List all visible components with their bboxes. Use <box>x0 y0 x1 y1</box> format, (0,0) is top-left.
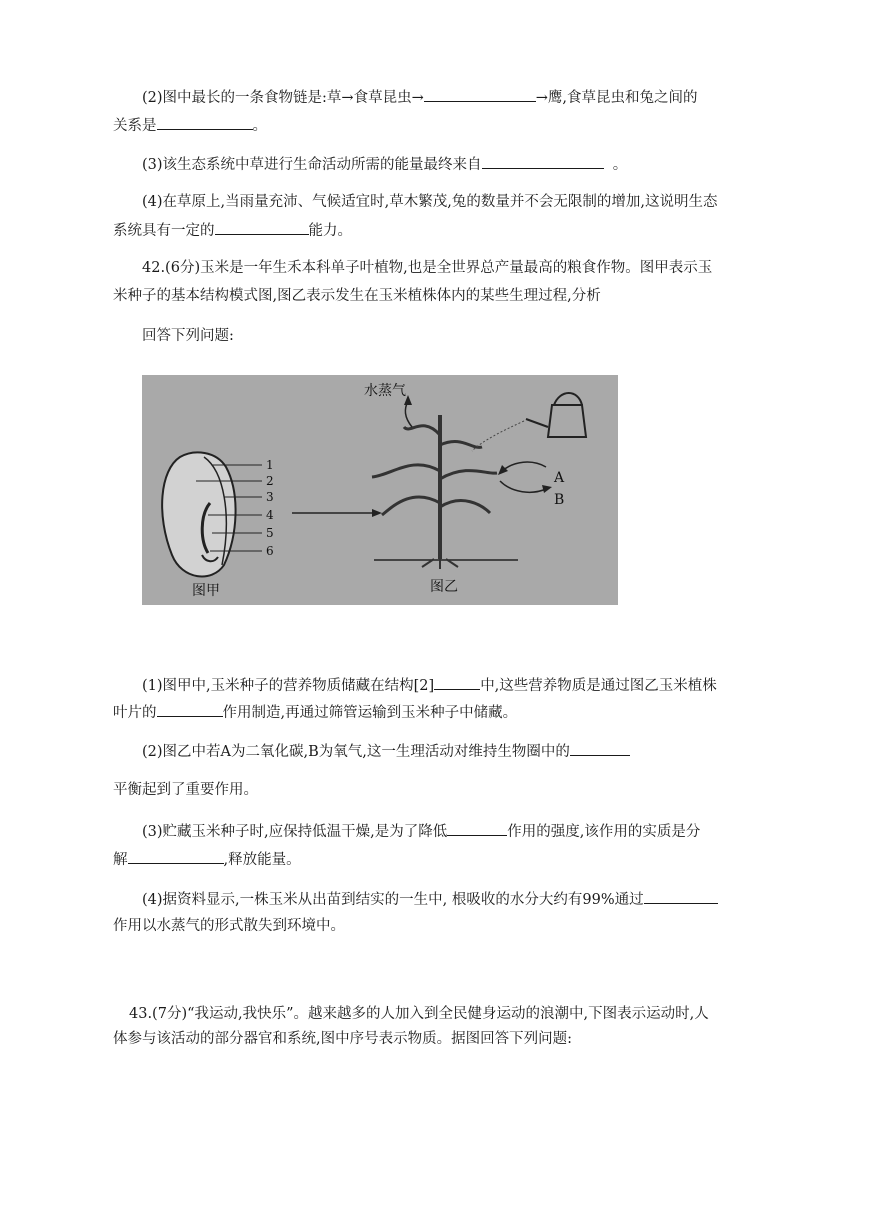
answer-blank[interactable] <box>434 674 480 690</box>
q42-part1-text-a: (1)图甲中,玉米种子的营养物质储藏在结构[2] <box>142 678 435 694</box>
q41-part3-text-a: (3)该生态系统中草进行生命活动所需的能量最终来自 <box>142 157 482 173</box>
arrow-head-icon <box>372 509 382 517</box>
q41-part2-text-c: 关系是 <box>113 118 157 134</box>
q42-part3-line1 <box>142 820 700 842</box>
corn-leaf <box>372 465 440 477</box>
q42-part2-line2 <box>113 780 258 800</box>
answer-blank[interactable] <box>157 701 223 717</box>
q41-part4-text-c: 能力。 <box>308 223 352 239</box>
answer-blank[interactable] <box>482 153 604 169</box>
corn-figure <box>142 375 618 605</box>
q43-intro-text-2: 体参与该活动的部分器官和系统,图中序号表示物质。据图回答下列问题: <box>113 1031 572 1047</box>
arrow-b <box>500 481 546 492</box>
corn-leaf <box>440 471 497 479</box>
q41-part2-line2 <box>113 114 267 136</box>
q43-intro-text-1: 43.(7分)“我运动,我快乐”。越来越多的人加入到全民健身运动的浪潮中,下图表示运动时,人 <box>129 1006 709 1022</box>
q42-part4-line1 <box>142 888 718 910</box>
label-b: B <box>554 492 565 508</box>
caption-jia: 图甲 <box>192 583 220 599</box>
seed-part-number-4: 4 <box>266 508 274 522</box>
vapor-label: 水蒸气 <box>364 383 406 399</box>
seed-outline <box>162 452 235 576</box>
seed-part-number-2: 2 <box>266 474 274 488</box>
corn-figure-drawing <box>142 375 618 605</box>
answer-blank[interactable] <box>157 114 253 130</box>
q42-intro-line2 <box>113 286 601 306</box>
answer-blank[interactable] <box>570 740 630 756</box>
q42-intro-text-3: 回答下列问题: <box>142 328 234 344</box>
q42-intro-line3 <box>142 326 234 346</box>
q43-intro-line1 <box>129 1004 709 1024</box>
q41-part3-line <box>142 153 627 175</box>
q42-intro-line1 <box>142 258 712 278</box>
q42-part3-text-b: 作用的强度,该作用的实质是分 <box>507 824 701 840</box>
answer-blank[interactable] <box>424 86 536 102</box>
q42-part4-text-a: (4)据资料显示,一株玉米从出苗到结实的一生中, 根吸收的水分大约有99%通过 <box>142 892 644 908</box>
corn-leaf <box>440 501 490 513</box>
q41-part4-text-a: (4)在草原上,当雨量充沛、气候适宜时,草木繁茂,兔的数量并不会无限制的增加,这说明生态 <box>142 194 718 210</box>
arrow-a <box>502 462 546 471</box>
seed-part-number-3: 3 <box>266 490 274 504</box>
q42-part3-line2 <box>113 848 301 870</box>
q43-intro-line2 <box>113 1029 572 1049</box>
watering-can-handle <box>554 393 582 405</box>
q41-part3-text-b: 。 <box>612 157 628 173</box>
seed-part-number-5: 5 <box>266 526 274 540</box>
answer-blank[interactable] <box>644 888 718 904</box>
watering-can-icon <box>548 405 586 437</box>
q42-part1-text-b: 中,这些营养物质是通过图乙玉米植株 <box>480 678 717 694</box>
arrow-a-head-icon <box>498 465 508 475</box>
q42-part2-text-a: (2)图乙中若A为二氧化碳,B为氧气,这一生理活动对维持生物圈中的 <box>142 744 570 760</box>
q42-part3-text-d: ,释放能量。 <box>223 852 301 868</box>
q41-part2-line1 <box>142 86 698 108</box>
q42-part3-text-c: 解 <box>113 852 128 868</box>
q42-intro-text-2: 米种子的基本结构模式图,图乙表示发生在玉米植株体内的某些生理过程,分析 <box>113 288 601 304</box>
q42-intro-text-1: 42.(6分)玉米是一年生禾本科单子叶植物,也是全世界总产量最高的粮食作物。图甲表示玉 <box>142 260 713 276</box>
q42-part1-text-d: 作用制造,再通过筛管运输到玉米种子中储藏。 <box>222 705 518 721</box>
label-a: A <box>554 470 565 486</box>
answer-blank[interactable] <box>447 820 507 836</box>
q42-part3-text-a: (3)贮藏玉米种子时,应保持低温干燥,是为了降低 <box>142 824 448 840</box>
seed-part-number-1: 1 <box>266 458 274 472</box>
seed-part-number-6: 6 <box>266 544 274 558</box>
q41-part2-text-d: 。 <box>252 118 267 134</box>
q42-part1-line2 <box>113 701 517 723</box>
q42-part4-line2 <box>113 916 345 936</box>
answer-blank[interactable] <box>128 848 224 864</box>
corn-leaf <box>404 426 440 435</box>
q41-part4-line1 <box>142 192 717 212</box>
q41-part2-text-a: (2)图中最长的一条食物链是:草→食草昆虫→ <box>142 90 424 106</box>
q42-part1-text-c: 叶片的 <box>113 705 157 721</box>
q42-part2-line1 <box>142 740 630 762</box>
corn-leaf <box>382 497 440 515</box>
q42-part4-text-b: 作用以水蒸气的形式散失到环境中。 <box>113 918 345 934</box>
caption-yi: 图乙 <box>430 579 458 595</box>
arrow-b-head-icon <box>542 485 552 493</box>
answer-blank[interactable] <box>215 219 309 235</box>
q41-part4-line2 <box>113 219 352 241</box>
q42-part2-text-b: 平衡起到了重要作用。 <box>113 782 258 798</box>
q42-part1-line1 <box>142 674 717 696</box>
watering-can-spout <box>526 419 548 427</box>
q41-part2-text-b: →鹰,食草昆虫和兔之间的 <box>535 90 698 106</box>
corn-leaf <box>440 442 482 448</box>
q41-part4-text-b: 系统具有一定的 <box>113 223 215 239</box>
